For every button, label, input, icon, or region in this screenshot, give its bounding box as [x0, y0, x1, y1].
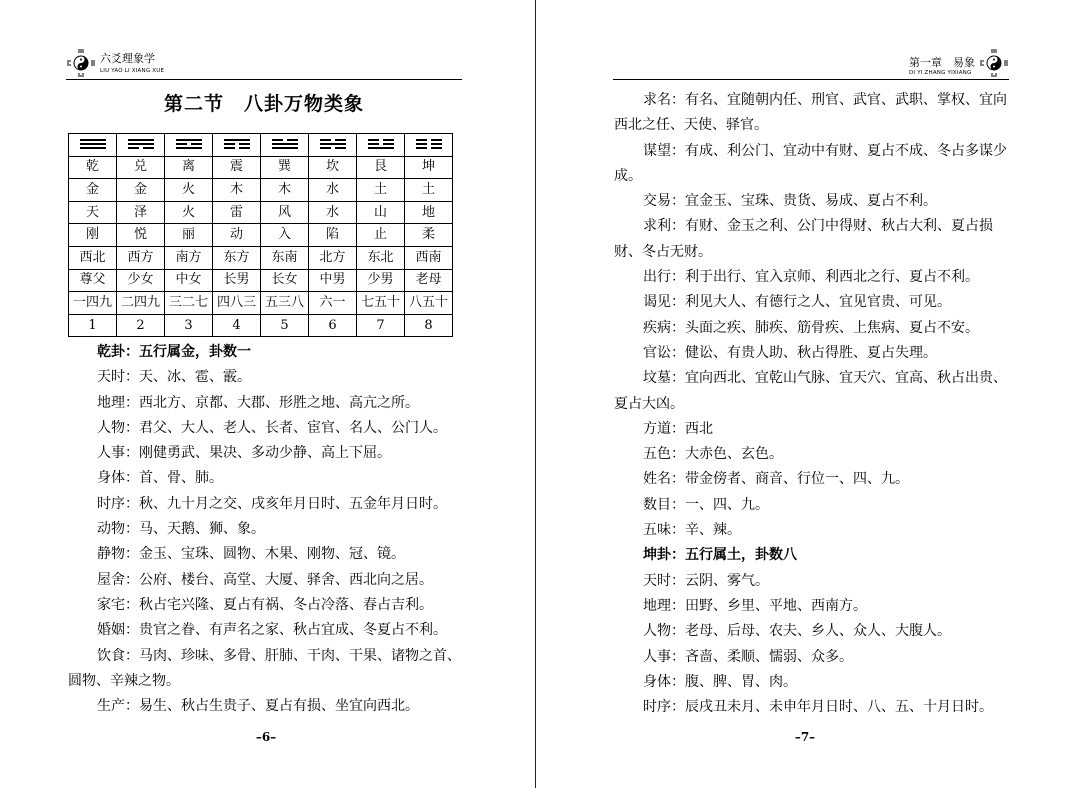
entry-paragraph: 方道：西北: [643, 420, 713, 437]
trigram-symbol-icon: [128, 137, 154, 151]
bagua-table: [68, 133, 453, 337]
table-cell: 丽: [165, 224, 213, 247]
table-cell: 8: [405, 314, 453, 337]
entry-paragraph: 天时：天、冰、雹、霰。: [97, 369, 251, 386]
table-cell: 悦: [117, 224, 165, 247]
table-row: [69, 314, 453, 337]
table-cell: 东南: [261, 246, 309, 269]
table-cell: 金: [69, 179, 117, 202]
trigram-cell: [213, 134, 261, 157]
table-cell: 火: [165, 201, 213, 224]
trigram-cell: [69, 134, 117, 157]
entry-paragraph: 人事：吝啬、柔顺、懦弱、众多。: [643, 648, 853, 665]
trigram-symbol-row: [69, 134, 453, 157]
entry-paragraph: 谋望：有成、利公门、宜动中有财、夏占不成、冬占多谋少成。: [614, 142, 1007, 184]
table-cell: 山: [357, 201, 405, 224]
table-cell: 老母: [405, 269, 453, 292]
entry-paragraph: 五色：大赤色、玄色。: [643, 446, 783, 463]
section-title: 第二节 八卦万物类象: [163, 93, 364, 115]
chapter-title-pinyin: DI YI ZHANG YIXIANG: [909, 70, 972, 76]
table-cell: 离: [165, 156, 213, 179]
table-cell: 西南: [405, 246, 453, 269]
entry-paragraph: 家宅：秋占宅兴隆、夏占有祸、冬占冷落、春占吉利。: [97, 596, 433, 613]
table-cell: 土: [405, 179, 453, 202]
table-cell: 七五十: [357, 292, 405, 315]
table-cell: 陷: [309, 224, 357, 247]
table-cell: 坤: [405, 156, 453, 179]
page-number: –7–: [794, 730, 816, 744]
entry-paragraph: 官讼：健讼、有贵人助、秋占得胜、夏占失理。: [643, 344, 937, 361]
table-cell: 六一: [309, 292, 357, 315]
table-cell: 刚: [69, 224, 117, 247]
entry-paragraph: 人事：刚健勇武、果决、多动少静、高上下屈。: [97, 445, 391, 462]
running-header: [613, 44, 1009, 80]
table-row: [69, 269, 453, 292]
book-title: 六爻理象学: [100, 52, 155, 65]
table-cell: 尊父: [69, 269, 117, 292]
header-rule: [66, 79, 462, 80]
entry-paragraph: 求利：有财、金玉之利、公门中得财、秋占大利、夏占损财、冬占无财。: [614, 218, 993, 260]
table-cell: 少女: [117, 269, 165, 292]
table-cell: 柔: [405, 224, 453, 247]
table-cell: 地: [405, 201, 453, 224]
entry-heading: 乾卦：五行属金，卦数一: [97, 344, 251, 360]
table-cell: 兑: [117, 156, 165, 179]
right-page: [535, 0, 1070, 788]
table-row: [69, 201, 453, 224]
trigram-symbol-icon: [416, 137, 442, 151]
running-header: [66, 44, 462, 80]
table-cell: 巽: [261, 156, 309, 179]
trigram-symbol-icon: [224, 137, 250, 151]
entry-paragraph: 交易：宜金玉、宝珠、贵货、易成、夏占不利。: [643, 193, 937, 210]
table-cell: 动: [213, 224, 261, 247]
yin-yang-bagua-icon: [979, 48, 1009, 78]
book-title-pinyin: LIU YAO LI XIANG XUE: [100, 68, 165, 74]
table-cell: 火: [165, 179, 213, 202]
table-cell: 西北: [69, 246, 117, 269]
trigram-symbol-icon: [368, 137, 394, 151]
trigram-symbol-icon: [320, 137, 346, 151]
table-cell: 7: [357, 314, 405, 337]
entry-paragraph: 坟墓：宜向西北、宜乾山气脉、宜天穴、宜高、秋占出贵、夏占大凶。: [614, 370, 1007, 412]
trigram-cell: [405, 134, 453, 157]
entry-paragraph: 人物：老母、后母、农夫、乡人、众人、大腹人。: [643, 623, 951, 640]
table-cell: 水: [309, 201, 357, 224]
table-cell: 木: [213, 179, 261, 202]
entry-paragraph: 求名：有名、宜随朝内任、刑官、武官、武职、掌权、宜向西北之任、天使、驿官。: [614, 92, 1007, 134]
header-rule: [613, 79, 1009, 80]
table-cell: 长女: [261, 269, 309, 292]
table-cell: 2: [117, 314, 165, 337]
table-cell: 3: [165, 314, 213, 337]
table-cell: 东北: [357, 246, 405, 269]
entry-paragraph: 天时：云阴、雾气。: [643, 572, 769, 589]
entry-heading: 坤卦：五行属土，卦数八: [643, 547, 797, 564]
trigram-cell: [165, 134, 213, 157]
entry-paragraph: 饮食：马肉、珍味、多骨、肝肺、干肉、干果、诸物之首、圆物、辛辣之物。: [68, 647, 461, 689]
table-cell: 三二七: [165, 292, 213, 315]
table-cell: 泽: [117, 201, 165, 224]
table-cell: 止: [357, 224, 405, 247]
entry-paragraph: 时序：秋、九十月之交、戌亥年月日时、五金年月日时。: [97, 495, 447, 512]
entry-paragraph: 五味：辛、辣。: [643, 522, 741, 539]
table-cell: 1: [69, 314, 117, 337]
table-cell: 长男: [213, 269, 261, 292]
table-cell: 四八三: [213, 292, 261, 315]
table-cell: 艮: [357, 156, 405, 179]
table-cell: 二四九: [117, 292, 165, 315]
table-cell: 5: [261, 314, 309, 337]
table-cell: 一四九: [69, 292, 117, 315]
left-body-text: [68, 340, 468, 719]
entry-paragraph: 姓名：带金傍者、商音、行位一、四、九。: [643, 471, 909, 488]
table-cell: 中女: [165, 269, 213, 292]
table-row: [69, 292, 453, 315]
table-cell: 木: [261, 179, 309, 202]
entry-paragraph: 谒见：利见大人、有德行之人、宜见官贵、可见。: [643, 294, 951, 311]
table-row: [69, 246, 453, 269]
entry-paragraph: 静物：金玉、宝珠、圆物、木果、刚物、冠、镜。: [97, 546, 405, 563]
entry-paragraph: 地理：田野、乡里、平地、西南方。: [643, 597, 867, 614]
trigram-cell: [309, 134, 357, 157]
page-number: –6–: [255, 730, 277, 744]
entry-paragraph: 婚姻：贵官之眷、有声名之家、秋占宜成、冬夏占不利。: [97, 622, 447, 639]
table-cell: 风: [261, 201, 309, 224]
entry-paragraph: 出行：利于出行、宜入京师、利西北之行、夏占不利。: [643, 269, 979, 286]
table-cell: 雷: [213, 201, 261, 224]
chapter-title: 第一章 易象: [909, 56, 975, 69]
entry-paragraph: 人物：君父、大人、老人、长者、宦官、名人、公门人。: [97, 419, 447, 436]
table-cell: 土: [357, 179, 405, 202]
table-row: [69, 224, 453, 247]
right-body-text: [614, 88, 1014, 720]
trigram-symbol-icon: [176, 137, 202, 151]
entry-paragraph: 数目：一、四、九。: [643, 496, 769, 513]
table-cell: 入: [261, 224, 309, 247]
yin-yang-bagua-icon: [66, 48, 96, 78]
table-cell: 东方: [213, 246, 261, 269]
entry-paragraph: 时序：辰戌丑未月、未申年月日时、八、五、十月日时。: [643, 699, 993, 716]
trigram-cell: [117, 134, 165, 157]
trigram-cell: [261, 134, 309, 157]
table-cell: 中男: [309, 269, 357, 292]
entry-paragraph: 疾病：头面之疾、肺疾、筋骨疾、上焦病、夏占不安。: [643, 319, 979, 336]
table-cell: 少男: [357, 269, 405, 292]
table-cell: 6: [309, 314, 357, 337]
table-cell: 坎: [309, 156, 357, 179]
trigram-cell: [357, 134, 405, 157]
table-cell: 震: [213, 156, 261, 179]
entry-paragraph: 地理：西北方、京都、大郡、形胜之地、高亢之所。: [97, 394, 419, 411]
entry-paragraph: 屋舍：公府、楼台、高堂、大厦、驿舍、西北向之居。: [97, 571, 433, 588]
entry-paragraph: 生产：易生、秋占生贵子、夏占有损、坐宜向西北。: [97, 698, 419, 715]
entry-paragraph: 身体：首、骨、肺。: [97, 470, 223, 487]
trigram-symbol-icon: [272, 137, 298, 151]
table-cell: 金: [117, 179, 165, 202]
table-cell: 南方: [165, 246, 213, 269]
table-cell: 五三八: [261, 292, 309, 315]
trigram-symbol-icon: [80, 137, 106, 151]
table-row: [69, 156, 453, 179]
table-cell: 八五十: [405, 292, 453, 315]
table-cell: 西方: [117, 246, 165, 269]
table-cell: 天: [69, 201, 117, 224]
table-row: [69, 179, 453, 202]
table-cell: 乾: [69, 156, 117, 179]
table-cell: 4: [213, 314, 261, 337]
table-cell: 水: [309, 179, 357, 202]
entry-paragraph: 身体：腹、脾、胃、肉。: [643, 673, 797, 690]
table-cell: 北方: [309, 246, 357, 269]
entry-paragraph: 动物：马、天鹅、狮、象。: [97, 521, 265, 538]
